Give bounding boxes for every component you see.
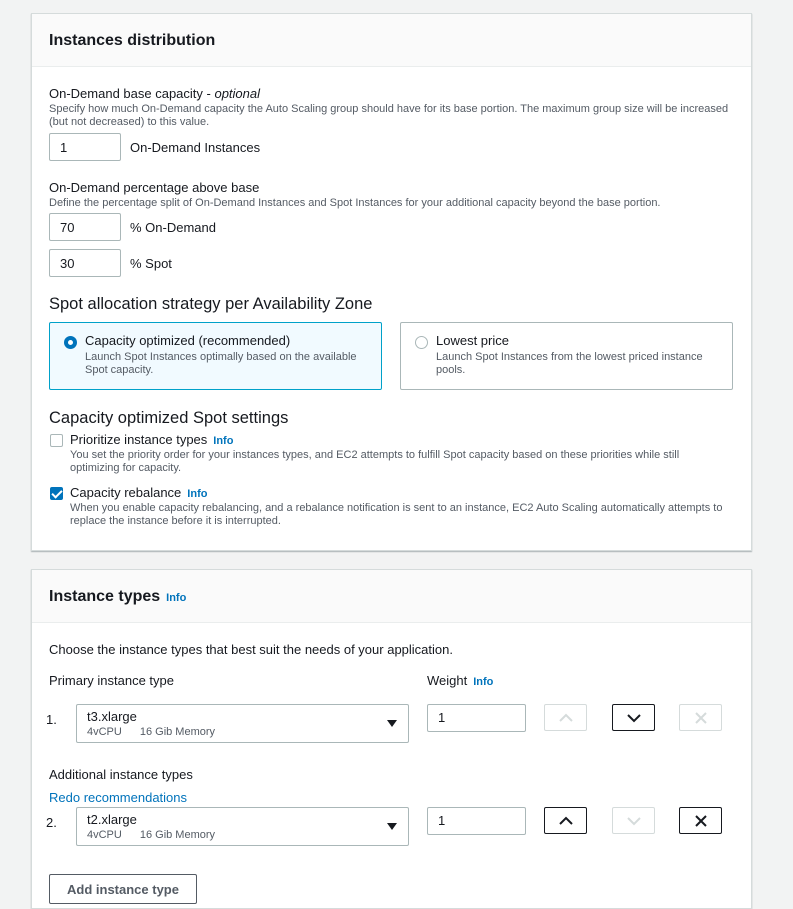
spot-settings-heading: Capacity optimized Spot settings	[49, 409, 289, 427]
base-capacity-input[interactable]: 1	[49, 133, 121, 161]
lowest-price-option[interactable]	[400, 322, 733, 390]
spot-percent-unit: % Spot	[130, 256, 172, 271]
option-description: Launch Spot Instances optimally based on the available Spot capacity.	[85, 351, 357, 376]
weight-label: Weight Info	[427, 673, 494, 688]
prioritize-checkbox[interactable]	[50, 434, 63, 447]
weight-input[interactable]: 1	[427, 807, 526, 835]
weight-info-link[interactable]: Info	[473, 676, 494, 688]
instance-specs: 4vCPU 16 Gib Memory	[87, 829, 216, 841]
prioritize-label: Prioritize instance types Info	[70, 432, 234, 447]
radio-unselected-icon[interactable]	[415, 336, 428, 349]
option-title: Lowest price	[436, 333, 509, 348]
panel-title: Instances distribution	[49, 32, 216, 49]
chevron-down-icon	[626, 813, 642, 829]
panel-header	[32, 570, 751, 623]
add-instance-type-button[interactable]: Add instance type	[49, 874, 197, 904]
instance-type-value: t2.xlarge	[87, 812, 137, 827]
rebalance-info-link[interactable]: Info	[187, 488, 208, 500]
rebalance-checkbox[interactable]	[50, 487, 63, 500]
weight-input[interactable]: 1	[427, 704, 526, 732]
move-up-button[interactable]	[544, 704, 587, 731]
percentage-description: Define the percentage split of On-Demand Instances and Spot Instances for your additional capacity beyond the base portion.	[49, 197, 661, 209]
remove-button[interactable]	[679, 807, 722, 834]
primary-instance-label: Primary instance type	[49, 673, 174, 688]
redo-recommendations-link[interactable]: Redo recommendations	[49, 790, 188, 805]
chevron-up-icon	[558, 710, 574, 726]
rebalance-label: Capacity rebalance Info	[70, 485, 208, 500]
radio-selected-icon[interactable]	[64, 336, 77, 349]
instance-types-info-link[interactable]: Info	[166, 592, 187, 604]
caret-down-icon	[387, 823, 397, 830]
option-title: Capacity optimized (recommended)	[85, 333, 291, 348]
primary-instance-select[interactable]	[76, 704, 409, 743]
capacity-optimized-option[interactable]	[49, 322, 382, 390]
close-icon	[693, 710, 709, 726]
instance-types-intro: Choose the instance types that best suit the needs of your application.	[49, 642, 453, 657]
caret-down-icon	[387, 720, 397, 727]
move-up-button[interactable]	[544, 807, 587, 834]
instance-type-value: t3.xlarge	[87, 709, 137, 724]
chevron-up-icon	[558, 813, 574, 829]
move-down-button[interactable]	[612, 704, 655, 731]
panel-header	[32, 14, 751, 67]
option-description: Launch Spot Instances from the lowest priced instance pools.	[436, 351, 703, 376]
chevron-down-icon	[626, 710, 642, 726]
panel-title: Instance types	[49, 588, 161, 605]
prioritize-description: You set the priority order for your instances types, and EC2 attempts to fulfill Spot capacity based on these priorities while still optimizing for capacity.	[70, 449, 680, 474]
move-down-button[interactable]	[612, 807, 655, 834]
spot-percent-input[interactable]: 30	[49, 249, 121, 277]
base-capacity-unit: On-Demand Instances	[130, 140, 261, 155]
instance-specs: 4vCPU 16 Gib Memory	[87, 726, 216, 738]
strategy-heading: Spot allocation strategy per Availability Zone	[49, 295, 373, 313]
row-index: 2.	[46, 815, 57, 830]
additional-instance-label: Additional instance types	[49, 767, 193, 782]
prioritize-info-link[interactable]: Info	[213, 435, 234, 447]
on-demand-percent-input[interactable]: 70	[49, 213, 121, 241]
row-index: 1.	[46, 712, 57, 727]
base-capacity-label: On-Demand base capacity - optional	[49, 86, 261, 101]
base-capacity-description: Specify how much On-Demand capacity the Auto Scaling group should have for its base portion. The maximum group size will be increased (but not decreased) to this value.	[49, 103, 729, 128]
on-demand-percent-unit: % On-Demand	[130, 220, 216, 235]
additional-instance-select[interactable]	[76, 807, 409, 846]
rebalance-description: When you enable capacity rebalancing, and a rebalance notification is sent to an instance, EC2 Auto Scaling automatically attempts to replace the instance before it is interrupted.	[70, 502, 723, 527]
remove-button[interactable]	[679, 704, 722, 731]
percentage-label: On-Demand percentage above base	[49, 180, 260, 195]
close-icon	[693, 813, 709, 829]
